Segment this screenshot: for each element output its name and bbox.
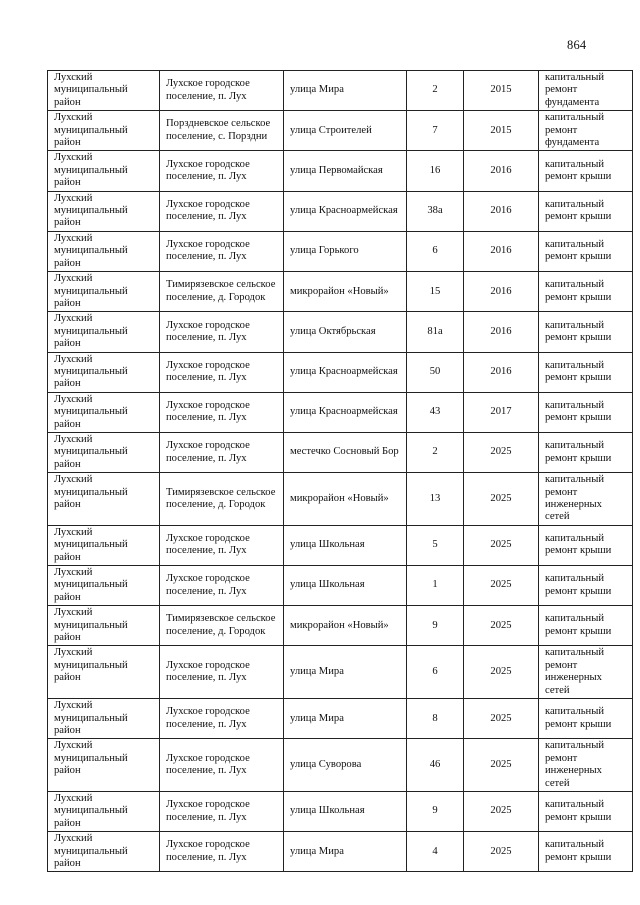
work-type-cell: капитальный ремонт крыши (539, 392, 633, 432)
district-cell: Лухский муниципальный район (48, 525, 160, 565)
house-number-cell: 6 (407, 646, 464, 699)
table-row (48, 473, 633, 526)
house-number-cell: 46 (407, 739, 464, 792)
district-cell: Лухский муниципальный район (48, 566, 160, 606)
year-cell: 2016 (464, 231, 539, 271)
house-number-cell: 13 (407, 473, 464, 526)
work-type-cell: капитальный ремонт крыши (539, 525, 633, 565)
table-row (48, 432, 633, 472)
house-number-cell: 2 (407, 432, 464, 472)
settlement-cell: Лухское городское поселение, п. Лух (160, 71, 284, 111)
settlement-cell: Лухское городское поселение, п. Лух (160, 191, 284, 231)
house-number-cell: 1 (407, 566, 464, 606)
work-type-cell: капитальный ремонт крыши (539, 699, 633, 739)
house-number-cell: 38а (407, 191, 464, 231)
settlement-cell: Лухское городское поселение, п. Лух (160, 432, 284, 472)
year-cell: 2025 (464, 606, 539, 646)
work-type-cell: капитальный ремонт крыши (539, 352, 633, 392)
house-number-cell: 81а (407, 312, 464, 352)
street-cell: улица Красноармейская (284, 392, 407, 432)
district-cell: Лухский муниципальный район (48, 392, 160, 432)
repair-schedule-table (47, 70, 633, 872)
table-row (48, 832, 633, 872)
work-type-cell: капитальный ремонт инженерных сетей (539, 473, 633, 526)
settlement-cell: Тимирязевское сельское поселение, д. Городок (160, 606, 284, 646)
street-cell: улица Горького (284, 231, 407, 271)
house-number-cell: 2 (407, 71, 464, 111)
year-cell: 2025 (464, 432, 539, 472)
year-cell: 2015 (464, 111, 539, 151)
table-row (48, 151, 633, 191)
settlement-cell: Лухское городское поселение, п. Лух (160, 832, 284, 872)
street-cell: улица Школьная (284, 566, 407, 606)
page-number: 864 (567, 38, 587, 52)
table-row (48, 699, 633, 739)
settlement-cell: Лухское городское поселение, п. Лух (160, 699, 284, 739)
street-cell: улица Красноармейская (284, 191, 407, 231)
street-cell: улица Строителей (284, 111, 407, 151)
work-type-cell: капитальный ремонт крыши (539, 832, 633, 872)
settlement-cell: Лухское городское поселение, п. Лух (160, 646, 284, 699)
settlement-cell: Лухское городское поселение, п. Лух (160, 231, 284, 271)
house-number-cell: 8 (407, 699, 464, 739)
year-cell: 2015 (464, 71, 539, 111)
table-row (48, 352, 633, 392)
street-cell: улица Первомайская (284, 151, 407, 191)
year-cell: 2016 (464, 151, 539, 191)
work-type-cell: капитальный ремонт фундамента (539, 71, 633, 111)
settlement-cell: Лухское городское поселение, п. Лух (160, 392, 284, 432)
district-cell: Лухский муниципальный район (48, 231, 160, 271)
table-row (48, 272, 633, 312)
table-row (48, 646, 633, 699)
year-cell: 2025 (464, 646, 539, 699)
year-cell: 2016 (464, 191, 539, 231)
settlement-cell: Тимирязевское сельское поселение, д. Городок (160, 272, 284, 312)
table-row (48, 739, 633, 792)
house-number-cell: 7 (407, 111, 464, 151)
house-number-cell: 15 (407, 272, 464, 312)
year-cell: 2025 (464, 525, 539, 565)
year-cell: 2017 (464, 392, 539, 432)
work-type-cell: капитальный ремонт крыши (539, 191, 633, 231)
settlement-cell: Лухское городское поселение, п. Лух (160, 312, 284, 352)
work-type-cell: капитальный ремонт инженерных сетей (539, 739, 633, 792)
street-cell: улица Мира (284, 71, 407, 111)
table-row (48, 392, 633, 432)
house-number-cell: 9 (407, 791, 464, 831)
house-number-cell: 43 (407, 392, 464, 432)
street-cell: улица Школьная (284, 525, 407, 565)
district-cell: Лухский муниципальный район (48, 832, 160, 872)
table-row (48, 791, 633, 831)
street-cell: микрорайон «Новый» (284, 606, 407, 646)
district-cell: Лухский муниципальный район (48, 312, 160, 352)
settlement-cell: Лухское городское поселение, п. Лух (160, 566, 284, 606)
house-number-cell: 16 (407, 151, 464, 191)
table-row (48, 71, 633, 111)
table-row (48, 312, 633, 352)
table-row (48, 566, 633, 606)
district-cell: Лухский муниципальный район (48, 111, 160, 151)
district-cell: Лухский муниципальный район (48, 699, 160, 739)
district-cell: Лухский муниципальный район (48, 272, 160, 312)
district-cell: Лухский муниципальный район (48, 606, 160, 646)
work-type-cell: капитальный ремонт крыши (539, 231, 633, 271)
work-type-cell: капитальный ремонт крыши (539, 312, 633, 352)
table-row (48, 606, 633, 646)
street-cell: микрорайон «Новый» (284, 272, 407, 312)
street-cell: улица Мира (284, 646, 407, 699)
district-cell: Лухский муниципальный район (48, 646, 160, 699)
street-cell: улица Мира (284, 832, 407, 872)
year-cell: 2025 (464, 473, 539, 526)
work-type-cell: капитальный ремонт крыши (539, 272, 633, 312)
house-number-cell: 4 (407, 832, 464, 872)
work-type-cell: капитальный ремонт крыши (539, 432, 633, 472)
settlement-cell: Лухское городское поселение, п. Лух (160, 352, 284, 392)
house-number-cell: 5 (407, 525, 464, 565)
settlement-cell: Лухское городское поселение, п. Лух (160, 151, 284, 191)
district-cell: Лухский муниципальный район (48, 739, 160, 792)
street-cell: улица Октябрьская (284, 312, 407, 352)
work-type-cell: капитальный ремонт крыши (539, 151, 633, 191)
district-cell: Лухский муниципальный район (48, 432, 160, 472)
street-cell: улица Школьная (284, 791, 407, 831)
settlement-cell: Тимирязевское сельское поселение, д. Городок (160, 473, 284, 526)
settlement-cell: Лухское городское поселение, п. Лух (160, 525, 284, 565)
work-type-cell: капитальный ремонт крыши (539, 566, 633, 606)
year-cell: 2025 (464, 739, 539, 792)
district-cell: Лухский муниципальный район (48, 791, 160, 831)
table-row (48, 525, 633, 565)
district-cell: Лухский муниципальный район (48, 352, 160, 392)
district-cell: Лухский муниципальный район (48, 151, 160, 191)
street-cell: местечко Сосновый Бор (284, 432, 407, 472)
district-cell: Лухский муниципальный район (48, 71, 160, 111)
settlement-cell: Порздневское сельское поселение, с. Порздни (160, 111, 284, 151)
table-row (48, 111, 633, 151)
year-cell: 2025 (464, 699, 539, 739)
year-cell: 2016 (464, 352, 539, 392)
table-row (48, 191, 633, 231)
street-cell: улица Мира (284, 699, 407, 739)
street-cell: микрорайон «Новый» (284, 473, 407, 526)
table-row (48, 231, 633, 271)
district-cell: Лухский муниципальный район (48, 191, 160, 231)
work-type-cell: капитальный ремонт крыши (539, 606, 633, 646)
street-cell: улица Красноармейская (284, 352, 407, 392)
year-cell: 2016 (464, 312, 539, 352)
settlement-cell: Лухское городское поселение, п. Лух (160, 791, 284, 831)
year-cell: 2025 (464, 791, 539, 831)
house-number-cell: 9 (407, 606, 464, 646)
year-cell: 2016 (464, 272, 539, 312)
district-cell: Лухский муниципальный район (48, 473, 160, 526)
work-type-cell: капитальный ремонт инженерных сетей (539, 646, 633, 699)
street-cell: улица Суворова (284, 739, 407, 792)
year-cell: 2025 (464, 832, 539, 872)
year-cell: 2025 (464, 566, 539, 606)
settlement-cell: Лухское городское поселение, п. Лух (160, 739, 284, 792)
house-number-cell: 6 (407, 231, 464, 271)
work-type-cell: капитальный ремонт фундамента (539, 111, 633, 151)
work-type-cell: капитальный ремонт крыши (539, 791, 633, 831)
house-number-cell: 50 (407, 352, 464, 392)
